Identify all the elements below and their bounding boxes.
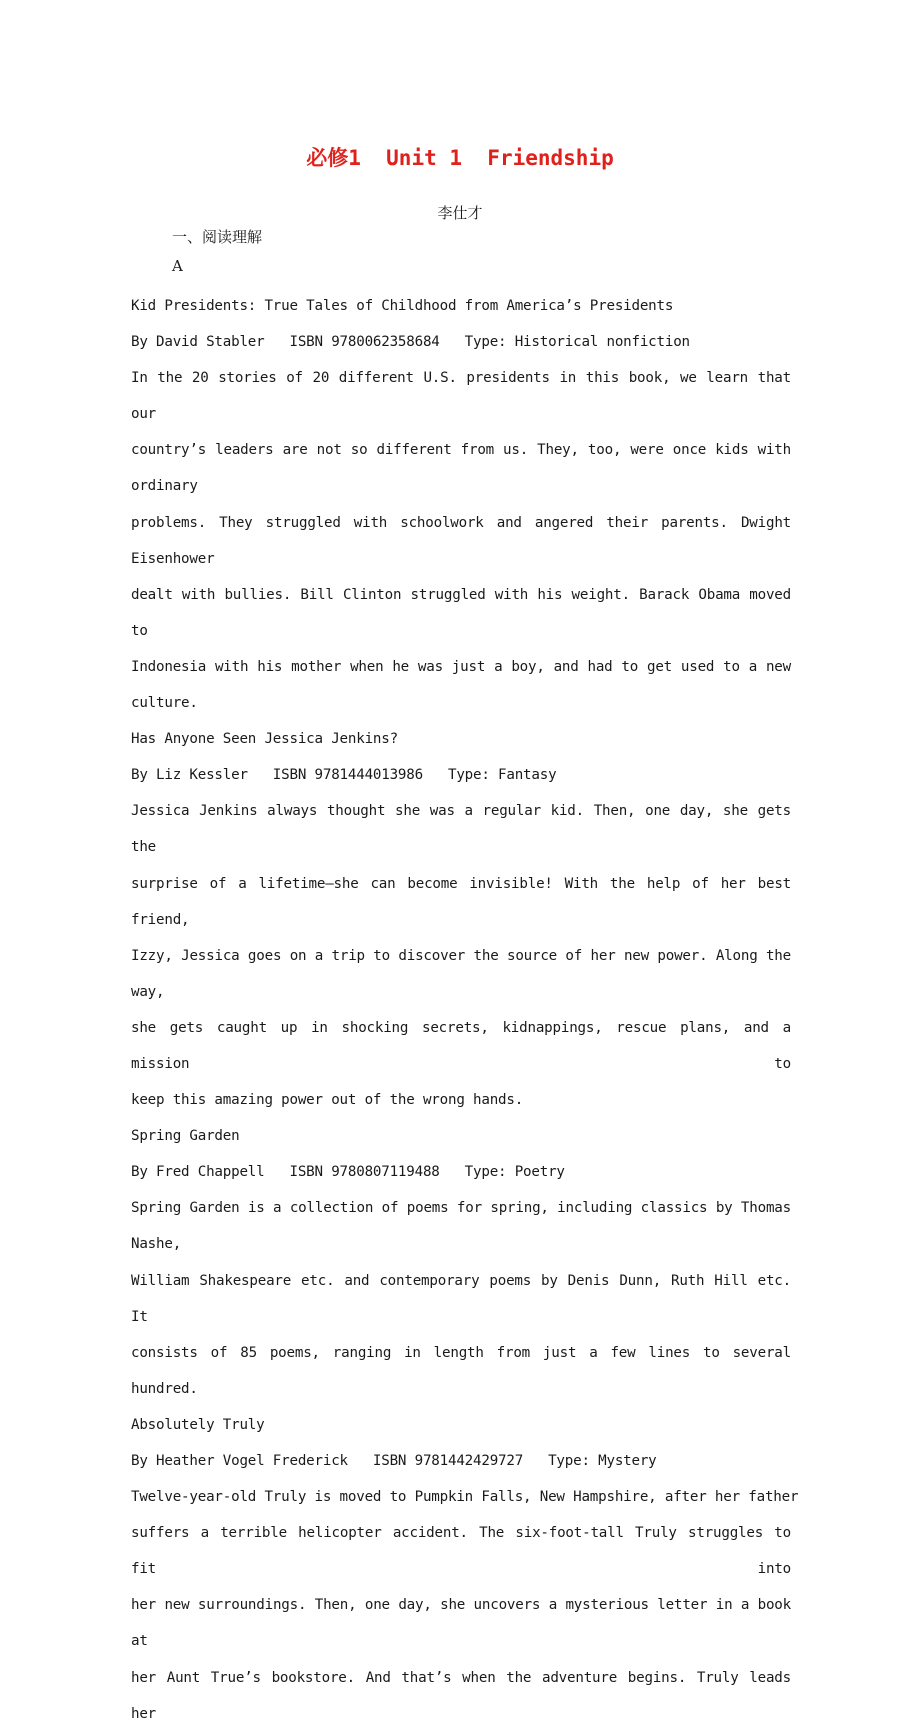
book-description-line: country’s leaders are not so different from us. They, too, were once kids with ordinary	[131, 442, 791, 495]
book-title: Kid Presidents: True Tales of Childhood from America’s Presidents	[131, 298, 674, 314]
author-name: 李仕才	[437, 204, 483, 222]
book-meta: By Heather Vogel Frederick ISBN 9781442429727 Type: Mystery	[131, 1453, 657, 1469]
book-meta: By Fred Chappell ISBN 9780807119488 Type: Poetry	[131, 1164, 565, 1181]
book-description-line: suffers a terrible helicopter accident. The six-foot-tall Truly struggles to fit into	[131, 1525, 791, 1578]
book-title: Has Anyone Seen Jessica Jenkins?	[131, 731, 398, 748]
page-title: 必修1 Unit 1 Friendship	[306, 146, 614, 170]
book-description-line: keep this amazing power out of the wrong hands.	[131, 1092, 524, 1109]
book-description-line: her new surroundings. Then, one day, she uncovers a mysterious letter in a book at	[131, 1597, 791, 1650]
book-description-line: William Shakespeare etc. and contemporary poems by Denis Dunn, Ruth Hill etc. It	[131, 1272, 791, 1325]
passage-body	[131, 288, 799, 1732]
book-description-line: In the 20 stories of 20 different U.S. presidents in this book, we learn that our	[131, 370, 791, 423]
book-description-line: Indonesia with his mother when he was just a boy, and had to get used to a new culture.	[131, 658, 791, 712]
book-description-line: Jessica Jenkins always thought she was a regular kid. Then, one day, she gets the	[131, 803, 791, 856]
book-description-line: Izzy, Jessica goes on a trip to discover the source of her new power. Along the way,	[131, 947, 791, 1000]
book-meta: By Liz Kessler ISBN 9781444013986 Type: Fantasy	[131, 767, 557, 784]
book-title: Spring Garden	[131, 1128, 240, 1145]
book-description-line: dealt with bullies. Bill Clinton struggled with his weight. Barack Obama moved to	[131, 586, 791, 639]
book-description-line: problems. They struggled with schoolwork and angered their parents. Dwight Eisenhower	[131, 514, 791, 567]
book-description-line: Spring Garden is a collection of poems for spring, including classics by Thomas Nashe,	[131, 1200, 791, 1253]
book-description-line: she gets caught up in shocking secrets, kidnappings, rescue plans, and a mission to	[131, 1019, 791, 1072]
passage-label: A	[172, 257, 183, 275]
book-description-line: consists of 85 poems, ranging in length from just a few lines to several hundred.	[131, 1344, 791, 1397]
book-description-line: surprise of a lifetime—she can become invisible! With the help of her best friend,	[131, 875, 791, 928]
section-heading: 一、阅读理解	[172, 228, 263, 246]
book-description-line: Twelve-year-old Truly is moved to Pumpkin Falls, New Hampshire, after her father	[131, 1489, 799, 1506]
book-description-line: her Aunt True’s bookstore. And that’s when the adventure begins. Truly leads her	[131, 1669, 791, 1722]
book-title: Absolutely Truly	[131, 1416, 265, 1433]
book-meta: By David Stabler ISBN 9780062358684 Type: Historical nonfiction	[131, 334, 690, 351]
